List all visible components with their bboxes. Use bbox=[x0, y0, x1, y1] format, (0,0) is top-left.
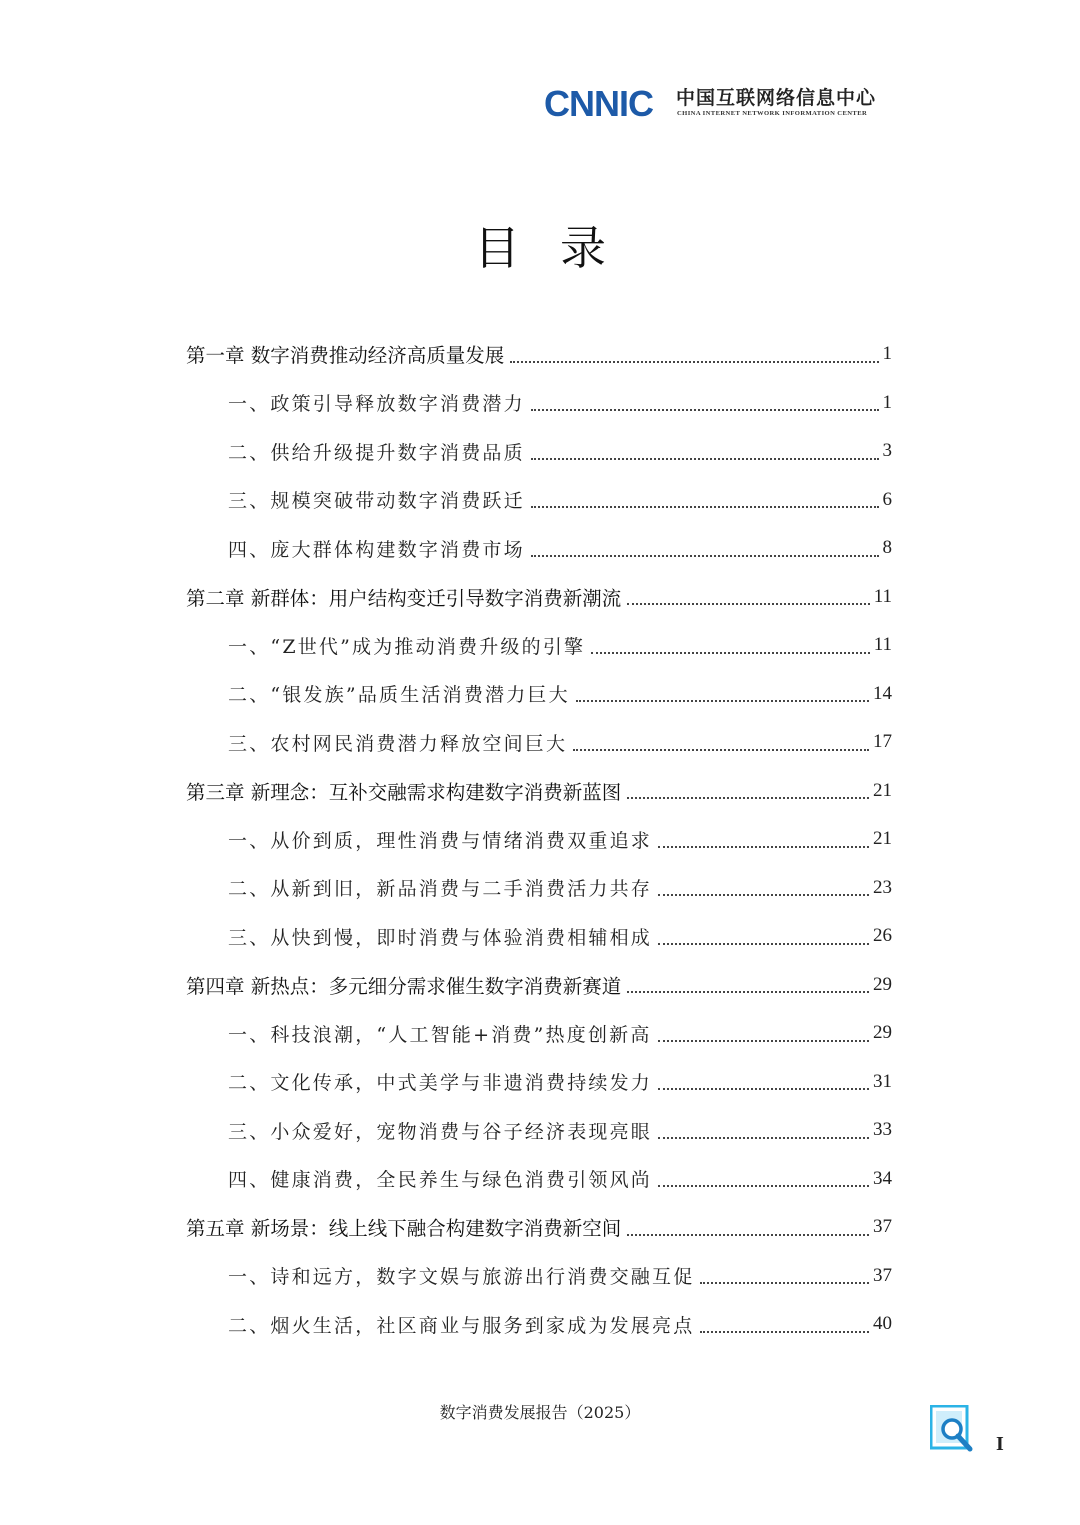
toc-section-entry[interactable] bbox=[186, 718, 892, 767]
toc-dot-leader bbox=[658, 1136, 869, 1139]
toc-entry-text: 三、从快到慢，即时消费与体验消费相辅相成 bbox=[228, 926, 653, 949]
toc-section-entry[interactable] bbox=[186, 1252, 892, 1301]
footer-report-title: 数字消费发展报告（2025） bbox=[439, 1403, 641, 1422]
cnnic-logo bbox=[544, 84, 894, 124]
toc-entry-text: 三、小众爱好，宠物消费与谷子经济表现亮眼 bbox=[228, 1120, 653, 1143]
toc-entry-text: 第三章 新理念：互补交融需求构建数字消费新蓝图 bbox=[186, 780, 622, 804]
toc-dot-leader bbox=[658, 1039, 869, 1042]
toc-page-number: 21 bbox=[873, 779, 892, 801]
toc-entry-text: 二、“银发族”品质生活消费潜力巨大 bbox=[228, 684, 570, 707]
toc-section-entry[interactable] bbox=[186, 427, 892, 476]
toc-page-number: 31 bbox=[873, 1070, 892, 1092]
toc-entry-text: 一、诗和远方，数字文娱与旅游出行消费交融互促 bbox=[228, 1266, 695, 1289]
toc-entry-text: 第一章 数字消费推动经济高质量发展 bbox=[186, 344, 505, 368]
toc-page-number: 26 bbox=[873, 925, 892, 947]
logo-chinese-name: 中国互联网络信息中心 bbox=[676, 87, 877, 109]
toc-section-entry[interactable] bbox=[186, 1300, 892, 1349]
toc-entry-text: 一、“Z世代”成为推动消费升级的引擎 bbox=[228, 635, 586, 658]
toc-section-entry[interactable] bbox=[186, 815, 892, 864]
toc-section-entry[interactable] bbox=[186, 912, 892, 961]
toc-dot-leader bbox=[531, 505, 879, 508]
toc-page-number: 1 bbox=[882, 343, 892, 365]
toc-page-number: 6 bbox=[882, 488, 892, 510]
toc-chapter-entry[interactable] bbox=[186, 330, 892, 379]
toc-entry-text: 二、文化传承，中式美学与非遗消费持续发力 bbox=[228, 1072, 653, 1095]
toc-dot-leader bbox=[658, 845, 869, 848]
toc-dot-leader bbox=[627, 602, 870, 605]
page-number: I bbox=[996, 1433, 1004, 1455]
toc-section-entry[interactable] bbox=[186, 1106, 892, 1155]
toc-entry-text: 第五章 新场景：线上线下融合构建数字消费新空间 bbox=[186, 1217, 622, 1241]
toc-chapter-entry[interactable] bbox=[186, 573, 892, 622]
toc-page-number: 14 bbox=[873, 682, 892, 704]
toc-page-number: 3 bbox=[882, 440, 892, 462]
toc-entry-text: 四、庞大群体构建数字消费市场 bbox=[228, 538, 525, 561]
toc-page-number: 1 bbox=[882, 391, 892, 413]
toc-page-number: 34 bbox=[873, 1167, 892, 1189]
toc-dot-leader bbox=[700, 1330, 869, 1333]
toc-chapter-entry[interactable] bbox=[186, 1203, 892, 1252]
toc-entry-text: 第二章 新群体：用户结构变迁引导数字消费新潮流 bbox=[186, 586, 622, 610]
toc-dot-leader bbox=[627, 990, 869, 993]
toc-dot-leader bbox=[591, 651, 869, 654]
toc-dot-leader bbox=[531, 457, 879, 460]
toc-page-number: 40 bbox=[873, 1313, 892, 1335]
toc-page-number: 33 bbox=[873, 1119, 892, 1141]
toc-section-entry[interactable] bbox=[186, 524, 892, 573]
toc-section-entry[interactable] bbox=[186, 670, 892, 719]
toc-entry-text: 三、农村网民消费潜力释放空间巨大 bbox=[228, 732, 568, 755]
toc-dot-leader bbox=[658, 893, 869, 896]
toc-section-entry[interactable] bbox=[186, 379, 892, 428]
toc-entry-text: 二、烟火生活，社区商业与服务到家成为发展亮点 bbox=[228, 1314, 695, 1337]
toc-page-number: 8 bbox=[882, 537, 892, 559]
toc-page-number: 29 bbox=[873, 973, 892, 995]
toc-dot-leader bbox=[627, 1233, 869, 1236]
toc-section-entry[interactable] bbox=[186, 864, 892, 913]
table-of-contents bbox=[186, 330, 892, 1349]
toc-dot-leader bbox=[576, 699, 869, 702]
logo-english-name: CHINA INTERNET NETWORK INFORMATION CENTER bbox=[677, 110, 868, 117]
report-search-icon bbox=[930, 1405, 976, 1453]
toc-page-number: 11 bbox=[873, 585, 892, 607]
toc-entry-text: 四、健康消费，全民养生与绿色消费引领风尚 bbox=[228, 1169, 653, 1192]
toc-page-number: 11 bbox=[873, 634, 892, 656]
toc-section-entry[interactable] bbox=[186, 1155, 892, 1204]
toc-dot-leader bbox=[531, 554, 879, 557]
toc-page-number: 17 bbox=[873, 731, 892, 753]
toc-section-entry[interactable] bbox=[186, 1009, 892, 1058]
toc-chapter-entry[interactable] bbox=[186, 767, 892, 816]
toc-section-entry[interactable] bbox=[186, 476, 892, 525]
toc-page-number: 37 bbox=[873, 1216, 892, 1238]
page-title: 目录 bbox=[474, 221, 646, 275]
toc-dot-leader bbox=[627, 796, 869, 799]
toc-page-number: 23 bbox=[873, 876, 892, 898]
toc-entry-text: 二、从新到旧，新品消费与二手消费活力共存 bbox=[228, 878, 653, 901]
toc-dot-leader bbox=[510, 360, 878, 363]
toc-page-number: 29 bbox=[873, 1022, 892, 1044]
toc-chapter-entry[interactable] bbox=[186, 961, 892, 1010]
toc-entry-text: 一、从价到质，理性消费与情绪消费双重追求 bbox=[228, 829, 653, 852]
toc-entry-text: 三、规模突破带动数字消费跃迁 bbox=[228, 490, 525, 513]
toc-dot-leader bbox=[531, 408, 879, 411]
toc-entry-text: 第四章 新热点：多元细分需求催生数字消费新赛道 bbox=[186, 974, 622, 998]
toc-dot-leader bbox=[573, 748, 869, 751]
toc-page-number: 21 bbox=[873, 828, 892, 850]
toc-section-entry[interactable] bbox=[186, 1058, 892, 1107]
toc-dot-leader bbox=[700, 1281, 869, 1284]
toc-dot-leader bbox=[658, 1184, 869, 1187]
toc-page-number: 37 bbox=[873, 1264, 892, 1286]
toc-dot-leader bbox=[658, 942, 869, 945]
logo-mark: CNNIC bbox=[544, 83, 653, 124]
toc-entry-text: 一、政策引导释放数字消费潜力 bbox=[228, 393, 525, 416]
toc-dot-leader bbox=[658, 1087, 869, 1090]
toc-entry-text: 二、供给升级提升数字消费品质 bbox=[228, 441, 525, 464]
toc-section-entry[interactable] bbox=[186, 621, 892, 670]
toc-entry-text: 一、科技浪潮，“人工智能+消费”热度创新高 bbox=[228, 1023, 652, 1046]
